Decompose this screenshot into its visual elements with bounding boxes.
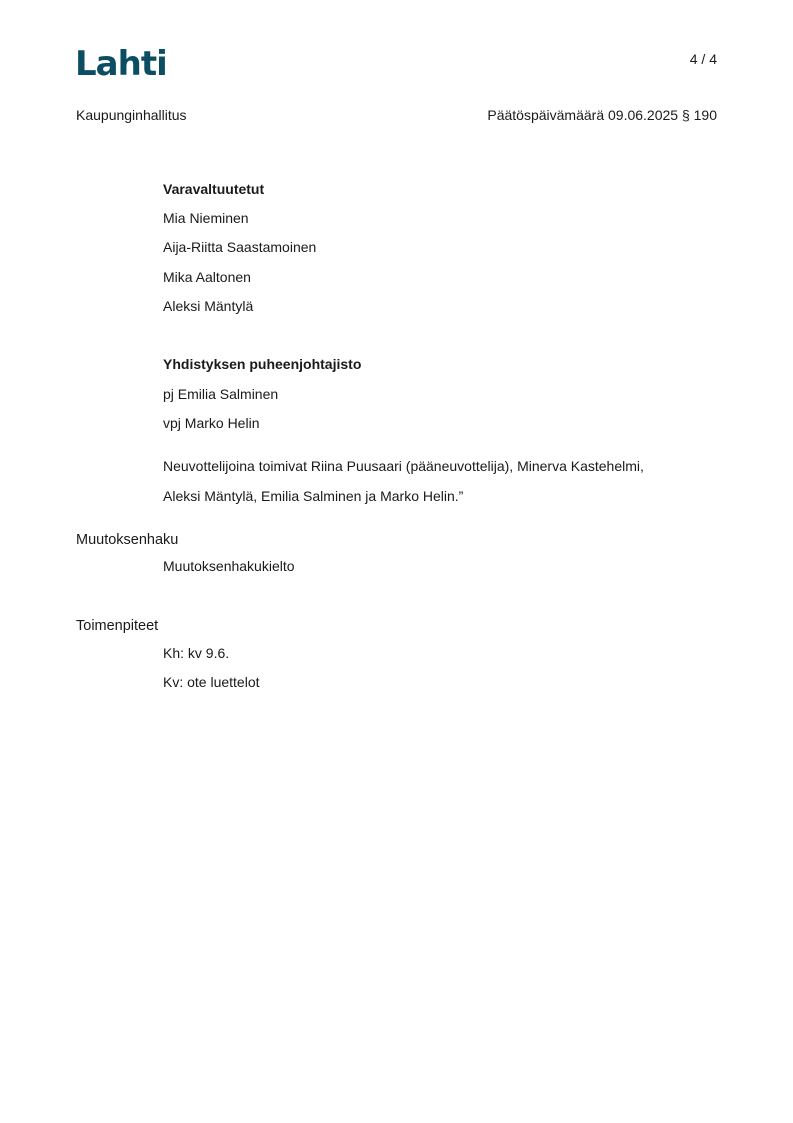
page-number: 4 / 4: [689, 51, 717, 67]
negotiators-line-1: Neuvottelijoina toimivat Riina Puusaari (pääneuvottelija), Minerva Kastehelmi,: [163, 458, 644, 474]
appeal-heading: Muutoksenhaku: [76, 532, 179, 548]
list-item: Kv: ote luettelot: [163, 674, 260, 690]
actions-heading: Toimenpiteet: [76, 618, 159, 634]
appeal-text: Muutoksenhakukielto: [163, 558, 295, 574]
decision-date: Päätöspäivämäärä 09.06.2025 § 190: [487, 107, 717, 123]
lahti-logo: [75, 46, 167, 82]
logo-text: Lahti: [75, 44, 167, 84]
negotiators-line-2: Aleksi Mäntylä, Emilia Salminen ja Marko Helin.”: [163, 488, 464, 504]
body-name: Kaupunginhallitus: [76, 107, 187, 123]
list-item: Aija-Riitta Saastamoinen: [163, 239, 317, 255]
list-item: vpj Marko Helin: [163, 415, 260, 431]
list-item: Aleksi Mäntylä: [163, 298, 254, 314]
chair-heading: Yhdistyksen puheenjohtajisto: [163, 356, 362, 372]
list-item: Mia Nieminen: [163, 210, 249, 226]
deputy-heading: Varavaltuutetut: [163, 181, 265, 197]
list-item: Kh: kv 9.6.: [163, 645, 230, 661]
list-item: pj Emilia Salminen: [163, 386, 279, 402]
list-item: Mika Aaltonen: [163, 269, 251, 285]
